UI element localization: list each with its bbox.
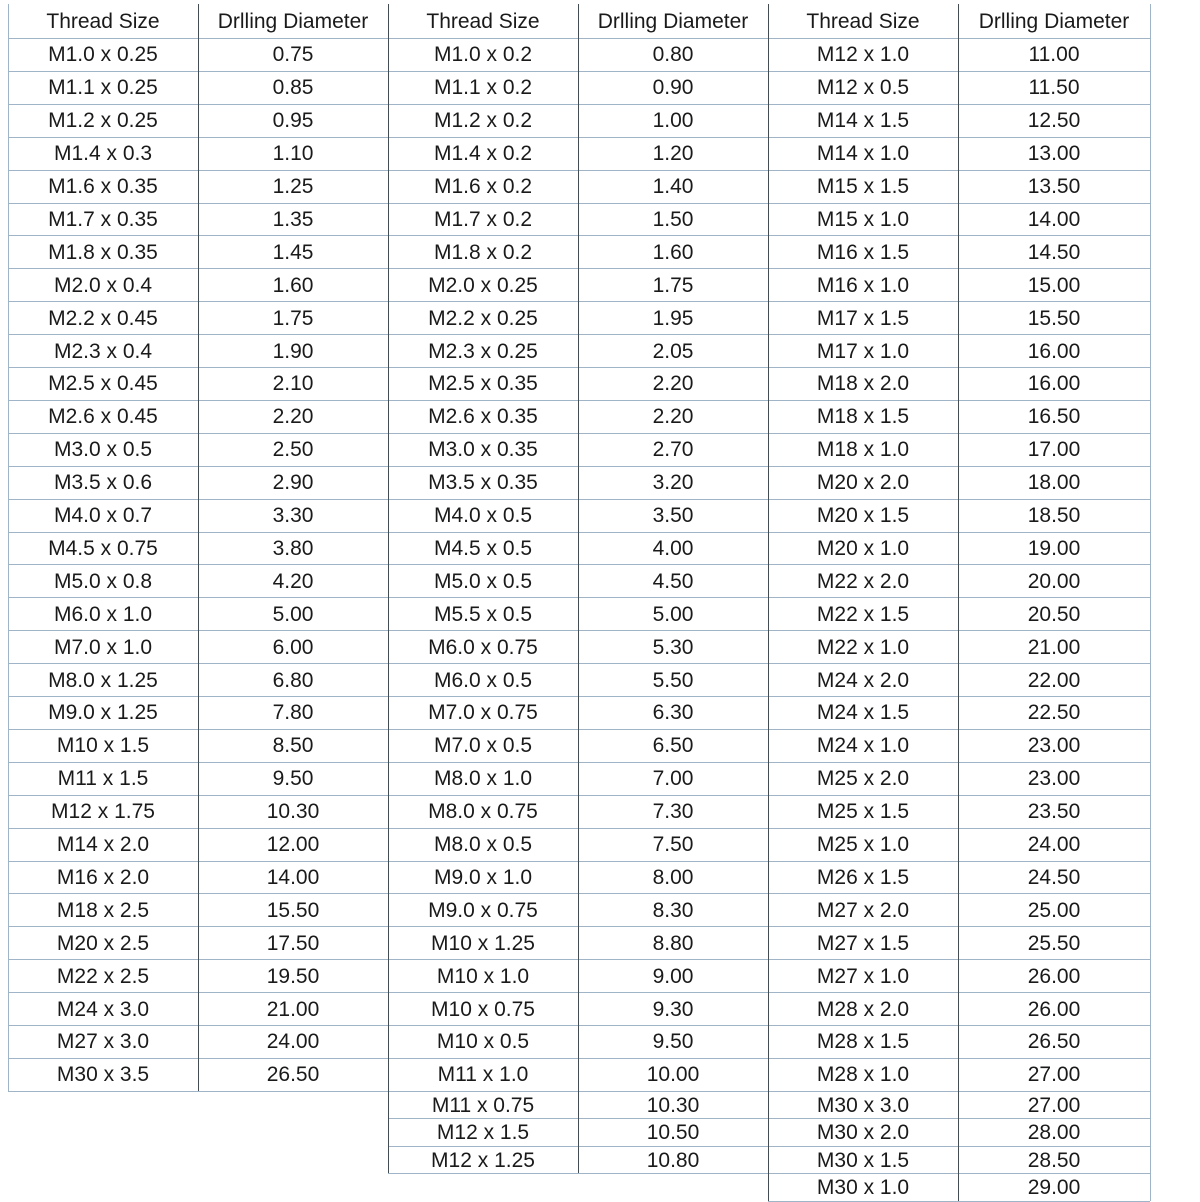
thread-size-cell: M9.0 x 1.0 [433,865,533,889]
drill-diameter-cell: 8.30 [652,898,694,922]
thread-size-cell: M24 x 1.5 [816,701,910,725]
drill-diameter-cell: 8.50 [272,734,314,758]
drill-diameter-cell: 2.70 [652,438,694,462]
drill-diameter-cell: 7.00 [652,767,694,791]
thread-size-cell: M30 x 2.0 [816,1121,910,1145]
thread-size-cell: M6.0 x 0.75 [428,635,538,659]
drill-diameter-cell: 14.50 [1027,240,1081,264]
thread-size-cell: M8.0 x 1.25 [48,668,158,692]
drill-diameter-cell: 19.00 [1027,536,1081,560]
thread-size-cell: M4.0 x 0.5 [433,504,533,528]
thread-size-cell: M1.8 x 0.35 [48,240,158,264]
thread-size-cell: M24 x 2.0 [816,668,910,692]
thread-size-cell: M3.0 x 0.35 [428,438,538,462]
drill-diameter-cell: 9.30 [652,997,694,1021]
drill-diameter-cell: 1.90 [272,339,314,363]
thread-size-cell: M20 x 2.5 [56,931,150,955]
thread-size-cell: M20 x 1.0 [816,536,910,560]
thread-size-cell: M12 x 1.5 [436,1121,530,1145]
drill-diameter-cell: 25.50 [1027,931,1081,955]
thread-size-cell: M1.2 x 0.25 [48,109,158,133]
drill-diameter-cell: 26.00 [1027,964,1081,988]
drill-diameter-cell: 26.50 [266,1063,320,1087]
thread-size-cell: M6.0 x 1.0 [53,602,153,626]
thread-size-cell: M10 x 0.75 [431,997,535,1021]
thread-size-cell: M2.5 x 0.45 [48,372,158,396]
thread-size-cell: M9.0 x 0.75 [428,898,538,922]
thread-size-cell: M2.0 x 0.25 [428,273,538,297]
drill-diameter-cell: 0.85 [272,76,314,100]
thread-size-cell: M2.0 x 0.4 [53,273,153,297]
drill-diameter-cell: 21.00 [266,997,320,1021]
drill-diameter-cell: 1.20 [652,142,694,166]
thread-drill-tables [8,4,1150,1198]
thread-size-cell: M30 x 1.5 [816,1148,910,1172]
thread-size-cell: M1.7 x 0.2 [433,207,533,231]
thread-size-cell: M7.0 x 0.5 [433,734,533,758]
drill-diameter-cell: 10.30 [266,800,320,824]
thread-size-cell: M17 x 1.0 [816,339,910,363]
header-drilling-diameter: Drlling Diameter [978,9,1130,33]
drill-diameter-cell: 5.00 [272,602,314,626]
drill-diameter-cell: 15.00 [1027,273,1081,297]
thread-size-cell: M10 x 1.0 [436,964,530,988]
thread-size-cell: M27 x 3.0 [56,1030,150,1054]
drill-diameter-cell: 11.00 [1028,43,1080,67]
drill-diameter-cell: 5.30 [652,635,694,659]
drill-diameter-cell: 27.00 [1027,1093,1081,1117]
drill-diameter-cell: 2.10 [272,372,314,396]
drill-diameter-cell: 2.05 [652,339,694,363]
thread-size-cell: M14 x 1.5 [816,109,910,133]
drill-diameter-cell: 12.50 [1027,109,1081,133]
drill-diameter-cell: 23.00 [1027,767,1081,791]
drill-diameter-cell: 2.20 [652,405,694,429]
drill-diameter-cell: 7.30 [652,800,694,824]
thread-size-cell: M7.0 x 1.0 [53,635,153,659]
drill-diameter-cell: 2.20 [652,372,694,396]
thread-size-cell: M16 x 1.0 [816,273,910,297]
thread-size-cell: M30 x 3.5 [56,1063,150,1087]
drill-diameter-cell: 20.50 [1027,602,1081,626]
thread-size-cell: M1.1 x 0.2 [433,76,533,100]
drill-diameter-cell: 1.45 [272,240,314,264]
thread-size-cell: M22 x 2.0 [816,569,910,593]
drill-diameter-cell: 1.25 [272,175,314,199]
thread-size-cell: M22 x 1.0 [816,635,910,659]
drill-diameter-cell: 0.95 [272,109,314,133]
thread-size-cell: M12 x 1.75 [51,800,155,824]
thread-size-cell: M16 x 2.0 [56,865,150,889]
drill-diameter-cell: 23.50 [1027,800,1081,824]
drill-diameter-cell: 3.80 [272,536,314,560]
drill-diameter-cell: 3.20 [652,471,694,495]
drill-diameter-cell: 19.50 [266,964,320,988]
drill-diameter-cell: 10.30 [646,1093,700,1117]
drill-diameter-cell: 25.00 [1027,898,1081,922]
thread-size-cell: M1.6 x 0.35 [48,175,158,199]
thread-size-cell: M18 x 2.0 [816,372,910,396]
drill-diameter-cell: 10.50 [646,1121,700,1145]
table-block [8,4,388,1198]
thread-size-cell: M5.0 x 0.8 [53,569,153,593]
drill-diameter-cell: 18.50 [1027,504,1081,528]
drill-diameter-cell: 21.00 [1027,635,1081,659]
drill-diameter-cell: 1.60 [652,240,694,264]
thread-size-cell: M2.5 x 0.35 [428,372,538,396]
drill-diameter-cell: 16.00 [1027,372,1081,396]
thread-size-cell: M12 x 1.0 [816,43,910,67]
drill-diameter-cell: 28.00 [1027,1121,1081,1145]
thread-size-cell: M2.6 x 0.45 [48,405,158,429]
drill-diameter-cell: 2.90 [272,471,314,495]
drill-diameter-cell: 6.50 [652,734,694,758]
drill-diameter-cell: 17.00 [1027,438,1081,462]
thread-size-cell: M15 x 1.5 [816,175,910,199]
drill-diameter-cell: 14.00 [266,865,320,889]
drill-diameter-cell: 3.50 [652,504,694,528]
thread-size-cell: M27 x 2.0 [816,898,910,922]
thread-size-cell: M24 x 3.0 [56,997,150,1021]
thread-size-cell: M28 x 2.0 [816,997,910,1021]
thread-size-cell: M1.8 x 0.2 [433,240,533,264]
bottom-rule [8,1091,388,1092]
thread-size-cell: M2.3 x 0.25 [428,339,538,363]
drill-diameter-cell: 0.75 [272,43,314,67]
drill-diameter-cell: 12.00 [266,833,320,857]
drill-diameter-cell: 20.00 [1027,569,1081,593]
thread-size-cell: M25 x 1.5 [816,800,910,824]
thread-size-cell: M11 x 1.5 [57,767,149,791]
drill-diameter-cell: 1.60 [272,273,314,297]
drill-diameter-cell: 16.50 [1027,405,1081,429]
drill-diameter-cell: 9.50 [272,767,314,791]
drill-diameter-cell: 24.00 [1027,833,1081,857]
thread-size-cell: M12 x 0.5 [816,76,910,100]
thread-size-cell: M30 x 1.0 [816,1176,910,1200]
thread-size-cell: M25 x 2.0 [816,767,910,791]
header-thread-size: Thread Size [806,9,920,33]
thread-size-cell: M11 x 1.0 [437,1063,529,1087]
thread-size-cell: M10 x 0.5 [436,1030,530,1054]
thread-size-cell: M3.0 x 0.5 [53,438,153,462]
thread-size-cell: M7.0 x 0.75 [428,701,538,725]
thread-size-cell: M1.6 x 0.2 [433,175,533,199]
drill-diameter-cell: 27.00 [1027,1063,1081,1087]
drill-diameter-cell: 9.00 [652,964,694,988]
thread-size-cell: M10 x 1.25 [431,931,535,955]
thread-size-cell: M1.1 x 0.25 [48,76,158,100]
drill-diameter-cell: 7.50 [652,833,694,857]
thread-size-cell: M4.5 x 0.75 [48,536,158,560]
drill-diameter-cell: 0.90 [652,76,694,100]
drill-diameter-cell: 24.00 [266,1030,320,1054]
thread-size-cell: M18 x 1.5 [816,405,910,429]
drill-diameter-cell: 14.00 [1027,207,1081,231]
column-divider [1150,4,1151,1201]
drill-diameter-cell: 18.00 [1027,471,1081,495]
drill-diameter-cell: 1.75 [652,273,694,297]
thread-size-cell: M24 x 1.0 [816,734,910,758]
thread-size-cell: M1.0 x 0.2 [433,43,533,67]
drill-diameter-cell: 22.50 [1027,701,1081,725]
thread-size-cell: M22 x 1.5 [816,602,910,626]
thread-size-cell: M1.2 x 0.2 [433,109,533,133]
drill-diameter-cell: 13.00 [1027,142,1081,166]
drill-diameter-cell: 15.50 [266,898,320,922]
table-block [768,4,1150,1198]
thread-size-cell: M15 x 1.0 [816,207,910,231]
thread-size-cell: M2.2 x 0.45 [48,306,158,330]
thread-size-cell: M27 x 1.5 [816,931,910,955]
thread-size-cell: M18 x 1.0 [816,438,910,462]
thread-size-cell: M14 x 2.0 [56,833,150,857]
drill-diameter-cell: 26.00 [1027,997,1081,1021]
thread-size-cell: M2.6 x 0.35 [428,405,538,429]
thread-size-cell: M28 x 1.5 [816,1030,910,1054]
drill-diameter-cell: 8.00 [652,865,694,889]
drill-diameter-cell: 1.10 [272,142,314,166]
header-drilling-diameter: Drlling Diameter [597,9,749,33]
thread-size-cell: M9.0 x 1.25 [48,701,158,725]
drill-diameter-cell: 23.00 [1027,734,1081,758]
thread-size-cell: M17 x 1.5 [816,306,910,330]
drill-diameter-cell: 1.50 [652,207,694,231]
drill-diameter-cell: 16.00 [1027,339,1081,363]
drill-diameter-cell: 1.75 [272,306,314,330]
thread-size-cell: M14 x 1.0 [816,142,910,166]
drill-diameter-cell: 15.50 [1027,306,1081,330]
drill-diameter-cell: 24.50 [1027,865,1081,889]
drill-diameter-cell: 5.00 [652,602,694,626]
thread-size-cell: M30 x 3.0 [816,1093,910,1117]
header-thread-size: Thread Size [46,9,160,33]
drill-diameter-cell: 3.30 [272,504,314,528]
thread-size-cell: M1.4 x 0.2 [433,142,533,166]
thread-size-cell: M4.0 x 0.7 [53,504,153,528]
thread-size-cell: M25 x 1.0 [816,833,910,857]
thread-size-cell: M4.5 x 0.5 [433,536,533,560]
drill-diameter-cell: 1.35 [272,207,314,231]
drill-diameter-cell: 0.80 [652,43,694,67]
drill-diameter-cell: 28.50 [1027,1148,1081,1172]
thread-size-cell: M11 x 0.75 [431,1093,535,1117]
thread-size-cell: M3.5 x 0.35 [428,471,538,495]
thread-size-cell: M3.5 x 0.6 [53,471,153,495]
thread-size-cell: M2.2 x 0.25 [428,306,538,330]
drill-diameter-cell: 6.80 [272,668,314,692]
drill-diameter-cell: 1.00 [652,109,694,133]
thread-size-cell: M8.0 x 1.0 [433,767,533,791]
drill-diameter-cell: 5.50 [652,668,694,692]
drill-diameter-cell: 26.50 [1027,1030,1081,1054]
drill-diameter-cell: 10.00 [646,1063,700,1087]
thread-size-cell: M18 x 2.5 [56,898,150,922]
drill-diameter-cell: 8.80 [652,931,694,955]
drill-diameter-cell: 2.20 [272,405,314,429]
thread-size-cell: M16 x 1.5 [816,240,910,264]
drill-diameter-cell: 1.95 [652,306,694,330]
header-thread-size: Thread Size [426,9,540,33]
thread-size-cell: M27 x 1.0 [816,964,910,988]
drill-diameter-cell: 6.00 [272,635,314,659]
drill-diameter-cell: 2.50 [272,438,314,462]
drill-diameter-cell: 11.50 [1028,76,1080,100]
drill-diameter-cell: 13.50 [1027,175,1081,199]
thread-size-cell: M22 x 2.5 [56,964,150,988]
drill-diameter-cell: 17.50 [266,931,320,955]
drill-diameter-cell: 6.30 [652,701,694,725]
thread-size-cell: M8.0 x 0.75 [428,800,538,824]
drill-diameter-cell: 29.00 [1027,1176,1081,1200]
drill-diameter-cell: 4.20 [272,569,314,593]
header-drilling-diameter: Drlling Diameter [217,9,369,33]
thread-size-cell: M26 x 1.5 [816,865,910,889]
drill-diameter-cell: 1.40 [652,175,694,199]
drill-diameter-cell: 10.80 [646,1148,700,1172]
drill-diameter-cell: 4.00 [652,536,694,560]
thread-size-cell: M1.7 x 0.35 [48,207,158,231]
thread-size-cell: M5.5 x 0.5 [433,602,533,626]
thread-size-cell: M20 x 1.5 [816,504,910,528]
drill-diameter-cell: 9.50 [652,1030,694,1054]
thread-size-cell: M12 x 1.25 [431,1148,535,1172]
table-block [388,4,768,1198]
thread-size-cell: M28 x 1.0 [816,1063,910,1087]
drill-diameter-cell: 22.00 [1027,668,1081,692]
thread-size-cell: M5.0 x 0.5 [433,569,533,593]
drill-diameter-cell: 7.80 [272,701,314,725]
thread-size-cell: M1.4 x 0.3 [53,142,153,166]
thread-size-cell: M2.3 x 0.4 [53,339,153,363]
thread-size-cell: M6.0 x 0.5 [433,668,533,692]
drill-diameter-cell: 4.50 [652,569,694,593]
thread-size-cell: M1.0 x 0.25 [48,43,158,67]
thread-size-cell: M20 x 2.0 [816,471,910,495]
thread-size-cell: M8.0 x 0.5 [433,833,533,857]
thread-size-cell: M10 x 1.5 [56,734,150,758]
